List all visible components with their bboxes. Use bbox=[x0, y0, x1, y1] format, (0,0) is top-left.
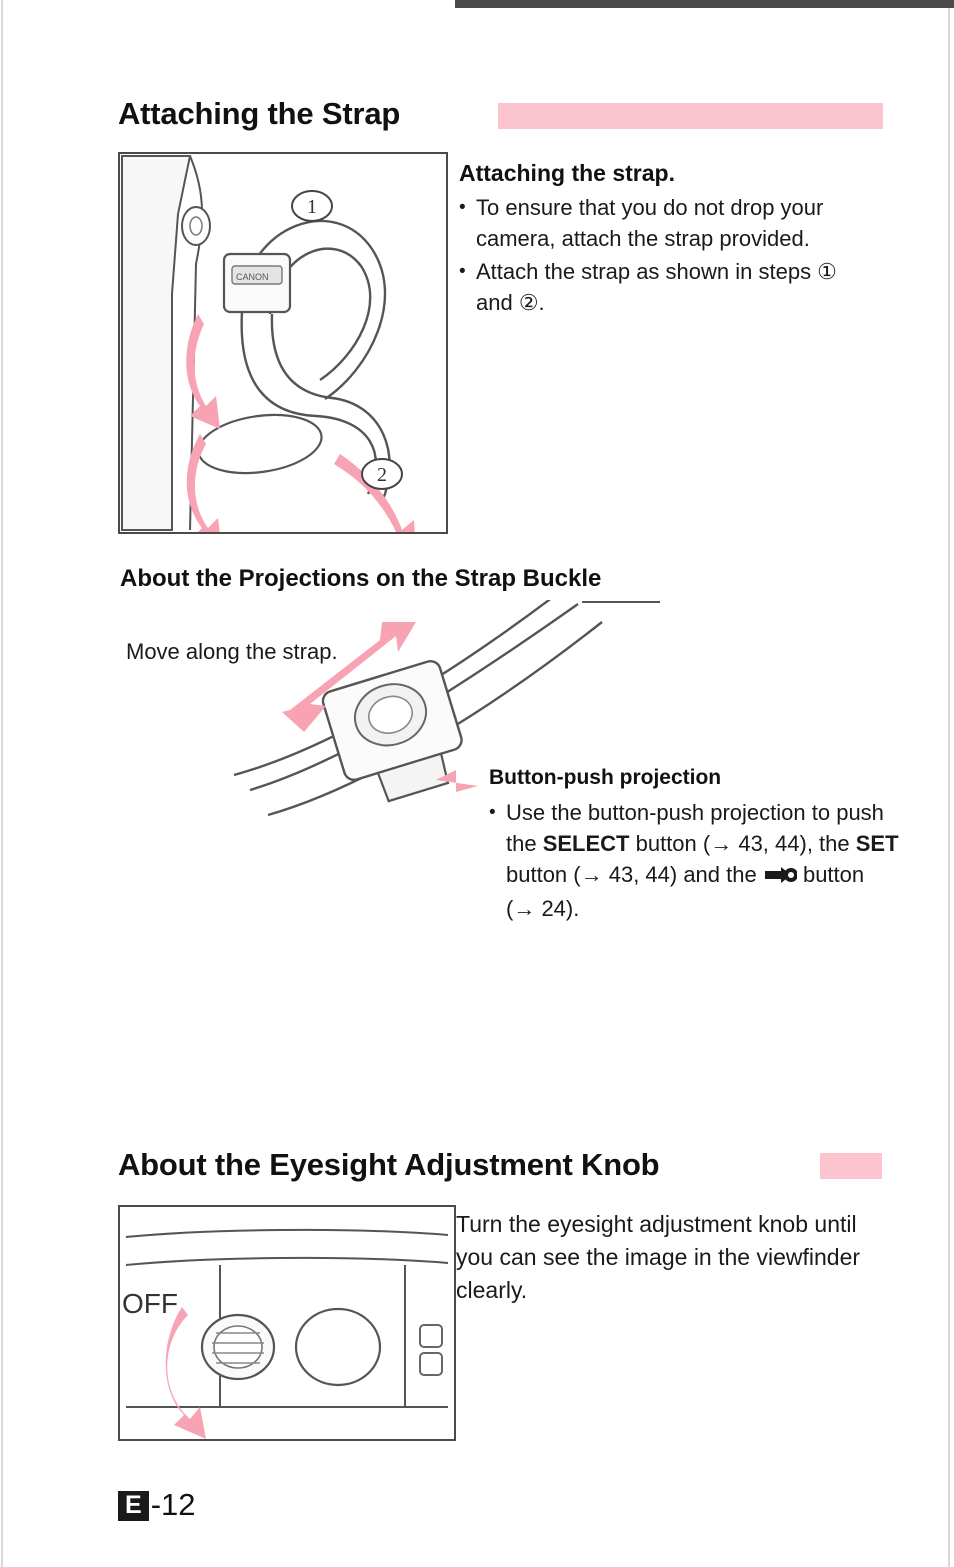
subheading-attaching-strap: Attaching the strap. bbox=[459, 160, 675, 186]
eyesight-knob-illustration bbox=[120, 1207, 454, 1439]
text-part-1: Use the button-push projection to push the bbox=[506, 800, 884, 856]
list-item: • Attach the strap as shown in steps ① and ②. bbox=[459, 256, 859, 318]
svg-text:CANON: CANON bbox=[236, 272, 269, 282]
heading-accent-bar-strap bbox=[498, 103, 883, 129]
text-part-4: button (→ 24). bbox=[506, 862, 865, 921]
flash-mode-icon bbox=[763, 862, 797, 893]
footer-badge: E bbox=[118, 1491, 149, 1521]
page-title-attaching-strap: Attaching the Strap bbox=[118, 96, 401, 131]
section-title-eyesight-knob: About the Eyesight Adjustment Knob bbox=[118, 1147, 660, 1182]
eyesight-knob-instructions: Turn the eyesight adjustment knob until you can see the image in the viewfinder clearly. bbox=[456, 1211, 861, 1303]
svg-text:1: 1 bbox=[307, 196, 317, 218]
strap-attachment-illustration bbox=[120, 154, 446, 532]
page-top-band bbox=[455, 0, 954, 8]
select-button-name: SELECT bbox=[542, 831, 630, 856]
subheading-strap-buckle: About the Projections on the Strap Buckle bbox=[120, 565, 602, 592]
page-number: -12 bbox=[150, 1487, 196, 1522]
heading-accent-bar-eyesight bbox=[820, 1153, 882, 1179]
strap-instructions bbox=[459, 192, 859, 320]
svg-text:OFF: OFF bbox=[122, 1288, 178, 1319]
text-part-3: button (→ 43, 44) and the bbox=[506, 862, 763, 887]
list-item: • To ensure that you do not drop your camera, attach the strap provided. bbox=[459, 192, 859, 254]
button-push-instructions bbox=[489, 797, 899, 926]
page-footer bbox=[118, 1487, 196, 1523]
callout-title-button-push-projection: Button-push projection bbox=[489, 766, 722, 789]
label-move-along-strap: Move along the strap. bbox=[126, 639, 338, 664]
svg-text:2: 2 bbox=[377, 464, 387, 486]
set-button-name: SET bbox=[855, 831, 899, 856]
page-edge-rule-right bbox=[948, 0, 950, 1567]
figure-strap-attachment bbox=[118, 152, 448, 534]
text-part-2: button (→ 43, 44), the bbox=[629, 831, 856, 856]
page-edge-rule-left bbox=[1, 0, 3, 1567]
list-item bbox=[489, 797, 899, 924]
figure-eyesight-knob bbox=[118, 1205, 456, 1441]
